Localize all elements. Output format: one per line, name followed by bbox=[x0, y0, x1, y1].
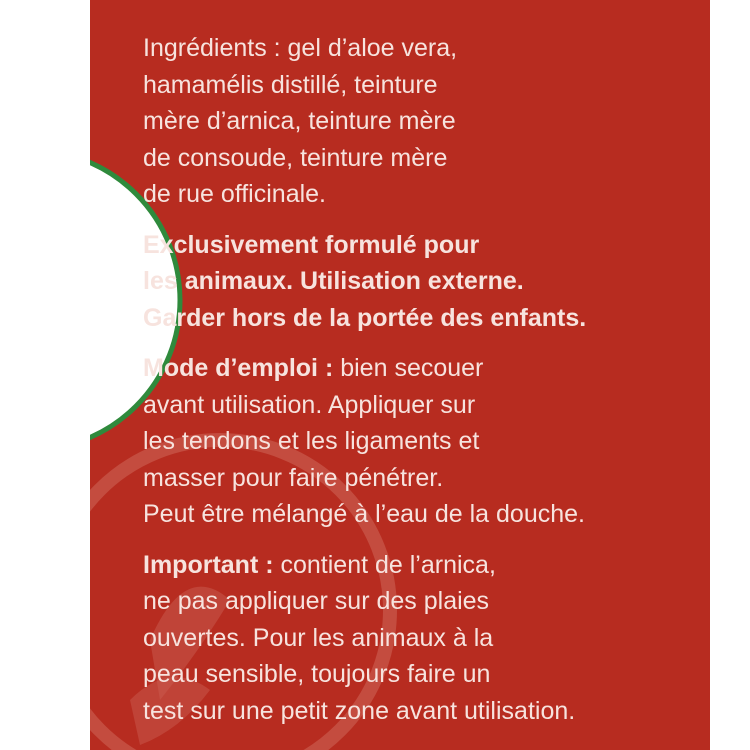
important-line: peau sensible, toujours faire un bbox=[143, 660, 491, 688]
ingredients-line: de rue officinale. bbox=[143, 180, 326, 208]
usage-heading: Mode d’emploi : bbox=[143, 354, 334, 382]
usage-line: avant utilisation. Appliquer sur bbox=[143, 390, 476, 419]
usage-line: Peut être mélangé à l’eau de la douche. bbox=[143, 500, 585, 528]
warning-paragraph bbox=[143, 227, 703, 337]
important-paragraph bbox=[143, 547, 703, 730]
label-text bbox=[143, 30, 703, 743]
ingredients-line: Ingrédients : gel d’aloe vera, bbox=[143, 34, 458, 62]
ingredients-line: mère d’arnica, teinture mère bbox=[143, 107, 456, 135]
usage-paragraph bbox=[143, 350, 703, 533]
warning-line: les animaux. Utilisation externe. bbox=[143, 267, 524, 295]
important-line: test sur une petit zone avant utilisation. bbox=[143, 696, 576, 725]
ingredients-line: hamamélis distillé, teinture bbox=[143, 70, 438, 99]
important-line: ne pas appliquer sur des plaies bbox=[143, 587, 490, 615]
usage-first-line bbox=[143, 350, 703, 387]
ingredients-line: de consoude, teinture mère bbox=[143, 143, 448, 172]
important-line: ouvertes. Pour les animaux à la bbox=[143, 623, 494, 652]
warning-line: Exclusivement formulé pour bbox=[143, 230, 480, 259]
usage-line: masser pour faire pénétrer. bbox=[143, 463, 444, 492]
ingredients-paragraph bbox=[143, 30, 703, 213]
important-first-line bbox=[143, 547, 703, 584]
usage-line: bien secouer bbox=[333, 354, 484, 382]
usage-line: les tendons et les ligaments et bbox=[143, 427, 480, 455]
important-heading: Important : bbox=[143, 550, 274, 579]
warning-line: Garder hors de la portée des enfants. bbox=[143, 303, 587, 332]
important-line: contient de l’arnica, bbox=[273, 550, 496, 579]
